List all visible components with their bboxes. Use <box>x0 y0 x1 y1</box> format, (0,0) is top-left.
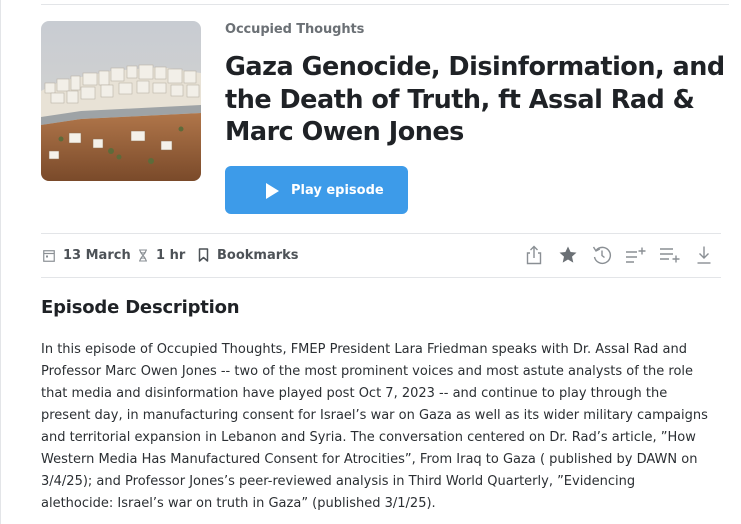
bookmark-icon <box>198 248 209 262</box>
play-icon <box>266 183 279 199</box>
play-last-icon <box>659 246 681 264</box>
bookmarks-button[interactable] <box>198 245 299 265</box>
play-last-button[interactable] <box>658 243 682 267</box>
episode-duration <box>138 245 185 265</box>
meta-divider-bottom <box>41 277 721 278</box>
play-next-icon <box>625 246 647 264</box>
calendar-icon <box>43 249 55 262</box>
archive-restore-icon <box>591 244 613 266</box>
star-button[interactable] <box>556 243 580 267</box>
meta-divider-top <box>41 233 721 234</box>
archive-button[interactable] <box>590 243 614 267</box>
episode-date-text: 13 March <box>63 247 131 263</box>
share-icon <box>525 245 543 265</box>
episode-title: Gaza Genocide, Disinformation, and the Death of Truth, ft Assal Rad & Marc Owen Jones <box>225 52 725 147</box>
play-next-button[interactable] <box>624 243 648 267</box>
hourglass-icon <box>138 249 148 262</box>
share-button[interactable] <box>522 243 546 267</box>
podcast-name[interactable]: Occupied Thoughts <box>225 22 365 37</box>
artwork-image <box>41 21 201 181</box>
episode-duration-text: 1 hr <box>156 247 186 263</box>
episode-description-heading: Episode Description <box>41 297 240 318</box>
download-button[interactable] <box>692 243 716 267</box>
play-episode-button[interactable] <box>225 166 408 214</box>
episode-artwork <box>41 21 201 181</box>
top-divider <box>41 4 729 5</box>
download-icon <box>696 245 712 265</box>
episode-date <box>43 245 131 265</box>
star-icon <box>558 245 578 265</box>
episode-description-text: In this episode of Occupied Thoughts, FMEP President Lara Friedman speaks with Dr. Assal Rad and Professor Marc Owen Jones -- two of the most prominent voices and most astute analysts of the role that media and disinformation have played post Oct 7, 2023 -- and continue to play through the present day, in manufacturing consent for Israel’s war on Gaza as well as its wider military campaigns and territorial expansion in Lebanon and Syria. The conversation centered on Dr. Rad’s article, ”How Western Media Has Manufactured Consent for Atrocities”, From Iraq to Gaza ( published by DAWN on 3/4/25); and Professor Jones’s peer-reviewed analysis in Third World Quarterly, ”Evidencing alethocide: Israel’s war on truth in Gaza” (published 3/1/25). <box>41 342 708 511</box>
left-divider <box>0 0 1 524</box>
bookmarks-label: Bookmarks <box>217 247 299 263</box>
play-episode-label: Play episode <box>291 182 384 198</box>
